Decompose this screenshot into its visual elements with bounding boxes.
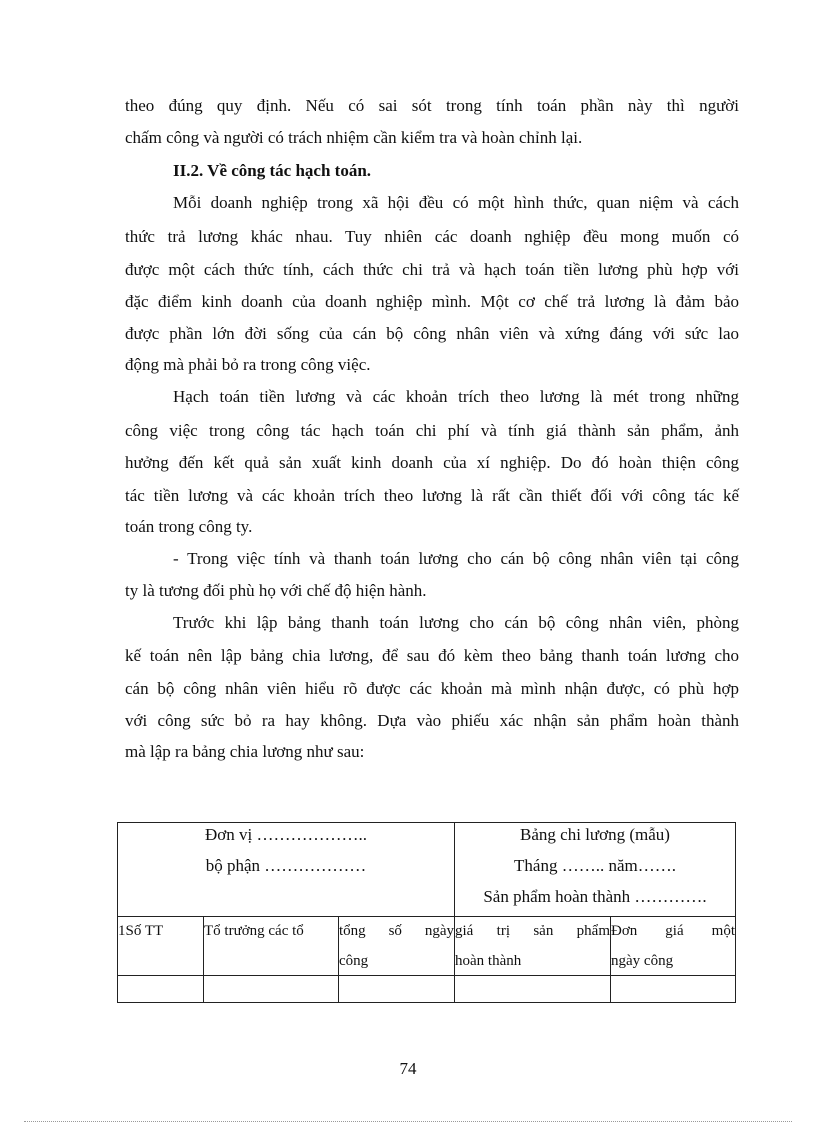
col-header-no: 1Số TT — [118, 917, 204, 976]
table-cell — [118, 976, 204, 1003]
col-header-day-rate: Đơn giá một ngày công — [611, 917, 736, 976]
table-cell — [204, 976, 339, 1003]
department-label: bộ phận ……………… — [205, 856, 367, 875]
form-title-cell — [455, 823, 736, 917]
paragraph-line: kế toán nên lập bảng chia lương, để sau đó kèm theo bảng thanh toán lương cho — [125, 646, 739, 665]
paragraph-line: tác tiền lương và các khoản trích theo lương là rất cần thiết đối với công tác kế — [125, 486, 739, 505]
paragraph-line: chấm công và người có trách nhiệm cần kiểm tra và hoàn chỉnh lại. — [125, 128, 583, 147]
finished-product-label: Sản phẩm hoàn thành …………. — [483, 887, 707, 906]
paragraph-line: theo đúng quy định. Nếu có sai sót trong tính toán phần này thì người — [125, 96, 739, 115]
paragraph-line: thức trả lương khác nhau. Tuy nhiên các doanh nghiệp đều mong muốn có — [125, 227, 739, 246]
paragraph-line: toán trong công ty. — [125, 517, 253, 536]
paragraph-line: - Trong việc tính và thanh toán lương cho cán bộ công nhân viên tại công — [173, 549, 739, 568]
col-header-team-leader: Tổ trưởng các tổ — [204, 917, 339, 976]
table-cell — [611, 976, 736, 1003]
paragraph-line: hưởng đến kết quả sản xuất kinh doanh của xí nghiệp. Do đó hoàn thiện công — [125, 453, 739, 472]
paragraph-line: được phần lớn đời sống của cán bộ công nhân viên và xứng đáng với sức lao — [125, 324, 739, 343]
paragraph-line: được một cách thức tính, cách thức chi trả và hạch toán tiền lương phù hợp với — [125, 260, 739, 279]
col-header-product-value: giá trị sản phẩm hoàn thành — [455, 917, 611, 976]
paragraph-line: với công sức bỏ ra hay không. Dựa vào phiếu xác nhận sản phẩm hoàn thành — [125, 711, 739, 730]
paragraph-line: Trước khi lập bảng thanh toán lương cho cán bộ công nhân viên, phòng — [173, 613, 739, 632]
paragraph-line: cán bộ công nhân viên hiểu rõ được các khoản mà mình nhận được, có phù hợp — [125, 679, 739, 698]
table-cell — [339, 976, 455, 1003]
paragraph-line: ty là tương đối phù họ với chế độ hiện hành. — [125, 581, 427, 600]
paragraph-line: mà lập ra bảng chia lương như sau: — [125, 742, 365, 761]
paragraph-line: động mà phải bỏ ra trong công việc. — [125, 355, 371, 374]
table-cell — [455, 976, 611, 1003]
paragraph-line: đặc điểm kinh doanh của doanh nghiệp mình. Một cơ chế trả lương là đảm bảo — [125, 292, 739, 311]
page-number: 74 — [399, 1059, 417, 1078]
section-heading: II.2. Về công tác hạch toán. — [173, 161, 372, 180]
unit-label: Đơn vị ……………….. — [205, 825, 367, 844]
paragraph-line: Hạch toán tiền lương và các khoản trích theo lương là mét trong những — [173, 387, 739, 406]
footer-divider — [24, 1121, 792, 1122]
column-header-row — [118, 917, 736, 976]
payroll-form-table — [117, 822, 736, 1003]
paragraph-line: Mỗi doanh nghiệp trong xã hội đều có một hình thức, quan niệm và cách — [173, 193, 739, 212]
form-header-row — [118, 823, 736, 917]
form-unit-cell — [118, 823, 455, 917]
form-title: Bảng chi lương (mẫu) — [520, 825, 670, 844]
paragraph-line: công việc trong công tác hạch toán chi phí và tính giá thành sản phẩm, ảnh — [125, 421, 739, 440]
col-header-total-days: tổng số ngày công — [339, 917, 455, 976]
month-year-label: Tháng …….. năm……. — [514, 856, 676, 875]
table-row — [118, 976, 736, 1003]
